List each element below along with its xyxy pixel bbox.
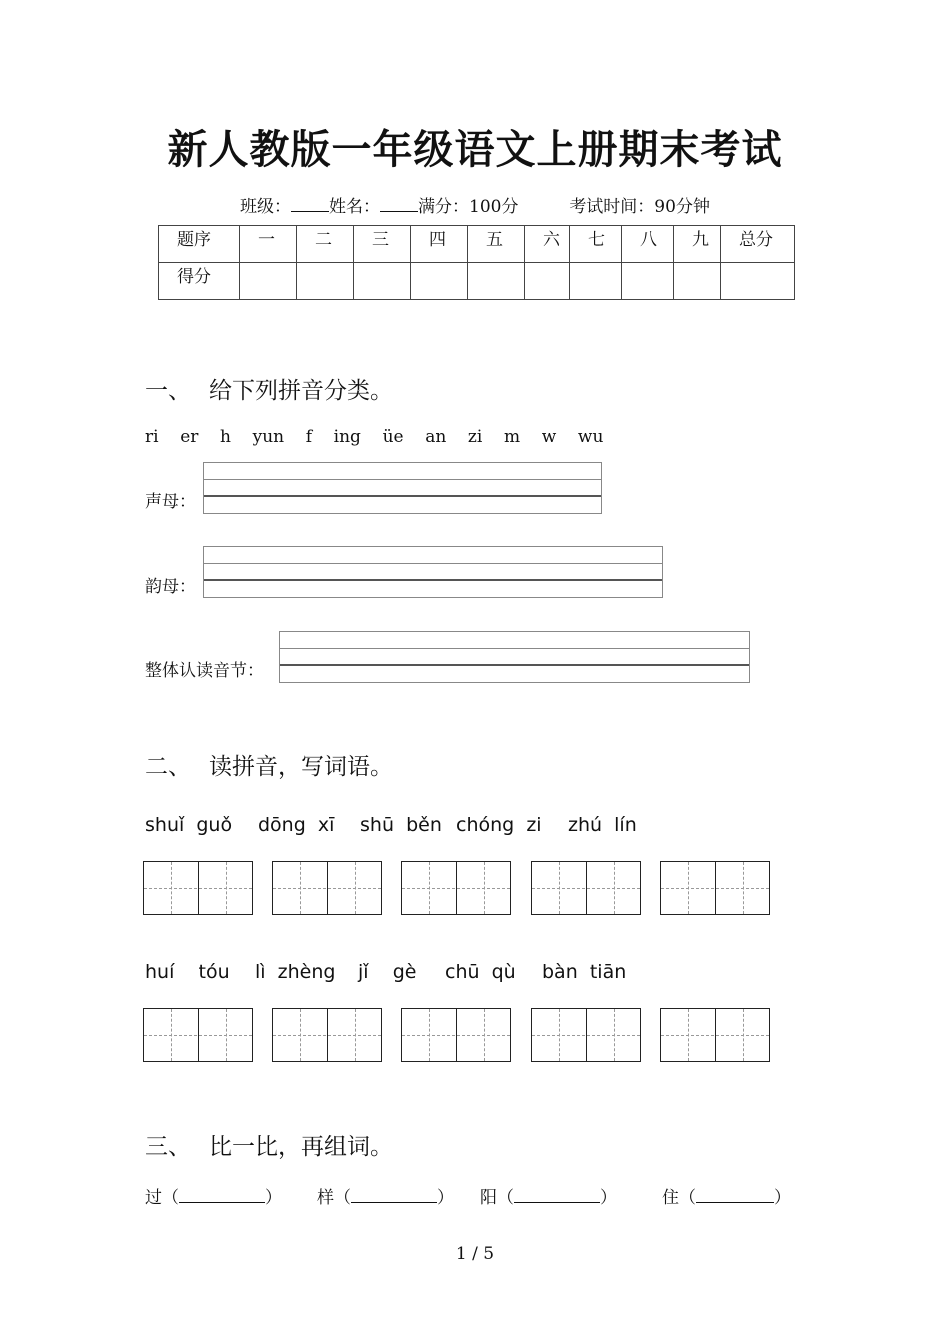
- answer-blank[interactable]: [351, 1188, 437, 1203]
- table-cell: 题序: [159, 226, 240, 263]
- page-title: 新人教版一年级语文上册期末考试: [167, 126, 783, 173]
- word-group-item: 样（ ）: [317, 1188, 454, 1208]
- full-score: 满分：100分: [418, 197, 519, 217]
- table-cell: 二: [297, 226, 354, 263]
- character-box[interactable]: [401, 1008, 511, 1062]
- score-row: [159, 263, 795, 300]
- finals-writing-lines[interactable]: [203, 546, 663, 598]
- score-input-cell[interactable]: [468, 263, 525, 300]
- pinyin-item: zi: [467, 427, 483, 447]
- pinyin-word: [456, 814, 542, 836]
- score-header-row: [159, 226, 795, 263]
- word-group-item: 阳（ ）: [480, 1188, 617, 1208]
- character-box[interactable]: [660, 861, 770, 915]
- table-cell: 八: [622, 226, 674, 263]
- character-box[interactable]: [531, 861, 641, 915]
- table-cell: 五: [468, 226, 525, 263]
- score-input-cell[interactable]: [674, 263, 721, 300]
- compare-char: 过: [145, 1188, 162, 1208]
- pinyin-item: an: [425, 427, 447, 447]
- character-box[interactable]: [272, 861, 382, 915]
- character-box[interactable]: [531, 1008, 641, 1062]
- section-title: 比一比，再组词。: [209, 1134, 393, 1160]
- pinyin-syllable: guǒ: [196, 814, 233, 836]
- section-2-heading: [145, 748, 393, 781]
- section-3-heading: [145, 1128, 393, 1161]
- pinyin-syllable: shuǐ: [145, 814, 185, 836]
- label-whole-syllables: 整体认读音节：: [145, 661, 264, 681]
- exam-time: 考试时间：90分钟: [569, 197, 710, 217]
- pinyin-syllable: shū: [360, 814, 394, 836]
- pinyin-item: er: [180, 427, 199, 447]
- score-input-cell[interactable]: [297, 263, 354, 300]
- page-number: 1 / 5: [455, 1244, 495, 1264]
- table-cell: 四: [411, 226, 468, 263]
- table-cell: 七: [570, 226, 622, 263]
- pinyin-syllable: qù: [491, 961, 516, 983]
- section-1-heading: [145, 372, 393, 405]
- compare-char: 样: [317, 1188, 334, 1208]
- pinyin-item: w: [541, 427, 557, 447]
- section-number: 三、: [145, 1134, 191, 1160]
- table-cell: 总分: [721, 226, 795, 263]
- pinyin-word: [360, 814, 442, 836]
- label-finals: 韵母：: [145, 577, 196, 597]
- pinyin-syllable: tiān: [589, 961, 627, 983]
- pinyin-syllable: chū: [445, 961, 480, 983]
- pinyin-item: ri: [145, 427, 159, 447]
- pinyin-word: [145, 961, 230, 983]
- pinyin-syllable: huí: [145, 961, 175, 983]
- score-input-cell[interactable]: [240, 263, 297, 300]
- pinyin-syllable: gè: [392, 961, 417, 983]
- character-box[interactable]: [401, 861, 511, 915]
- compare-char: 阳: [480, 1188, 497, 1208]
- pinyin-syllable: zi: [526, 814, 542, 836]
- pinyin-word: [145, 814, 232, 836]
- class-label: 班级：: [240, 197, 292, 217]
- pinyin-syllable: zhèng: [277, 961, 336, 983]
- character-box[interactable]: [143, 1008, 253, 1062]
- pinyin-syllable: lì: [255, 961, 266, 983]
- pinyin-item: ing: [333, 427, 361, 447]
- pinyin-item: üe: [382, 427, 404, 447]
- table-cell: 三: [354, 226, 411, 263]
- pinyin-word: [568, 814, 637, 836]
- pinyin-word: [542, 961, 626, 983]
- pinyin-item: wu: [577, 427, 604, 447]
- class-blank[interactable]: [291, 197, 329, 212]
- compare-char: 住: [662, 1188, 679, 1208]
- name-blank[interactable]: [380, 197, 418, 212]
- pinyin-syllable: zhú: [568, 814, 603, 836]
- score-input-cell[interactable]: [411, 263, 468, 300]
- score-input-cell[interactable]: [622, 263, 674, 300]
- score-table: [158, 225, 795, 300]
- exam-info: [0, 192, 950, 217]
- score-input-cell[interactable]: [570, 263, 622, 300]
- name-label: 姓名：: [329, 197, 381, 217]
- label-initials: 声母：: [145, 492, 196, 512]
- character-box[interactable]: [143, 861, 253, 915]
- score-input-cell[interactable]: [525, 263, 570, 300]
- pinyin-item: m: [503, 427, 521, 447]
- section-number: 二、: [145, 754, 191, 780]
- pinyin-syllable: jǐ: [358, 961, 369, 983]
- pinyin-item: h: [220, 427, 231, 447]
- section-title: 给下列拼音分类。: [209, 378, 393, 404]
- pinyin-word: [258, 814, 334, 836]
- pinyin-list: [145, 427, 603, 447]
- section-number: 一、: [145, 378, 191, 404]
- pinyin-syllable: dōng: [258, 814, 306, 836]
- pinyin-word: [445, 961, 516, 983]
- character-box[interactable]: [660, 1008, 770, 1062]
- pinyin-syllable: xī: [317, 814, 335, 836]
- table-cell: 一: [240, 226, 297, 263]
- pinyin-syllable: lín: [614, 814, 637, 836]
- section-title: 读拼音，写词语。: [209, 754, 393, 780]
- pinyin-word: [255, 961, 335, 983]
- answer-blank[interactable]: [514, 1188, 600, 1203]
- character-box[interactable]: [272, 1008, 382, 1062]
- pinyin-word: [358, 961, 416, 983]
- answer-blank[interactable]: [696, 1188, 774, 1203]
- whole-syllables-writing-lines[interactable]: [279, 631, 750, 683]
- score-input-cell[interactable]: [721, 263, 795, 300]
- word-group-item: 住（ ）: [662, 1188, 791, 1208]
- pinyin-syllable: bàn: [542, 961, 578, 983]
- pinyin-item: f: [305, 427, 313, 447]
- pinyin-item: yun: [252, 427, 285, 447]
- table-cell: 六: [525, 226, 570, 263]
- pinyin-syllable: tóu: [198, 961, 230, 983]
- initials-writing-lines[interactable]: [203, 462, 602, 514]
- score-input-cell[interactable]: [354, 263, 411, 300]
- word-group-item: 过（ ）: [145, 1188, 282, 1208]
- answer-blank[interactable]: [179, 1188, 265, 1203]
- pinyin-syllable: chóng: [456, 814, 515, 836]
- table-cell: 得分: [159, 263, 240, 300]
- table-cell: 九: [674, 226, 721, 263]
- pinyin-syllable: běn: [406, 814, 442, 836]
